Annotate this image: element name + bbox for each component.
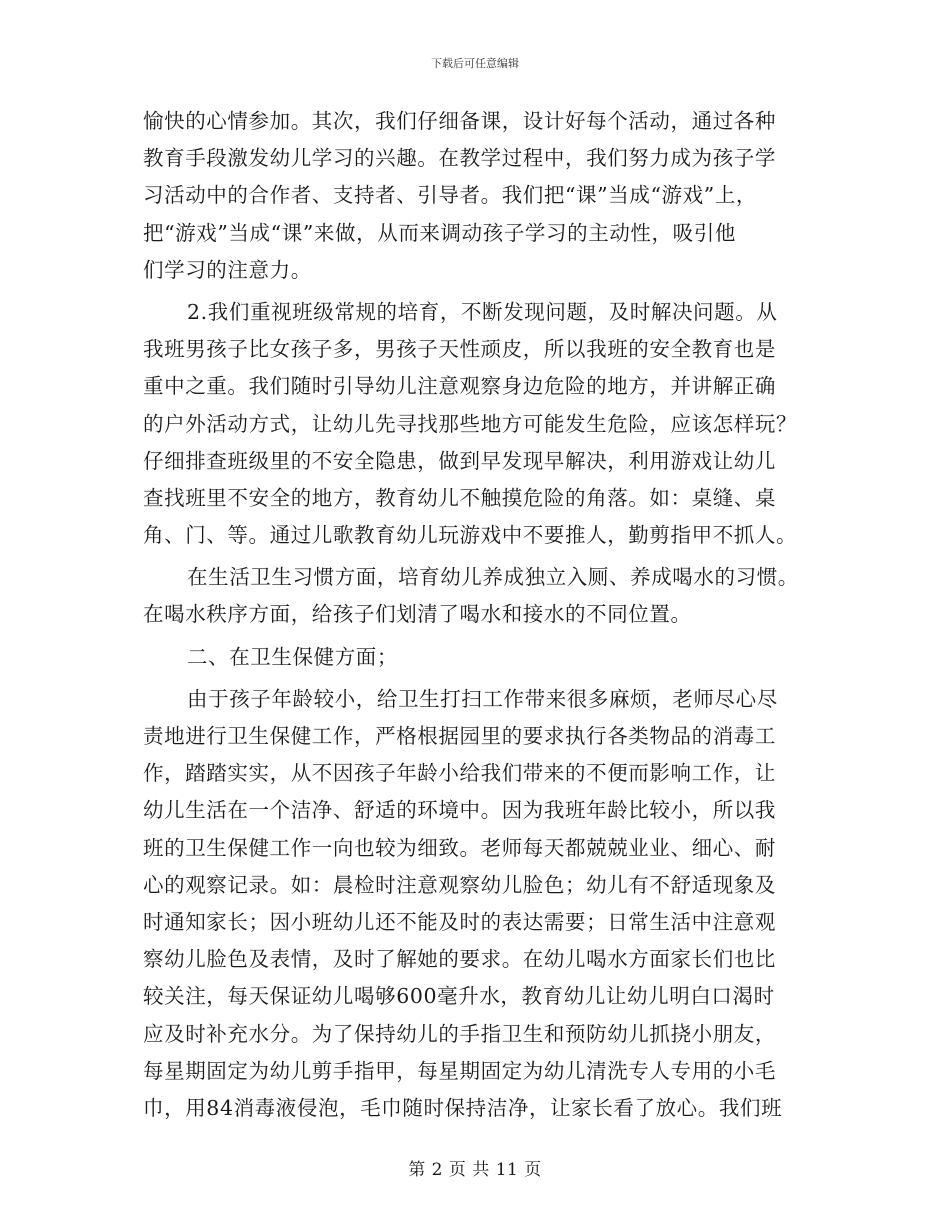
text-line: 愉快的心情参加。其次，我们仔细备课，设计好每个活动，通过各种 [143,109,776,133]
text-line: 巾，用84消毒液侵泡，毛巾随时保持洁净，让家长看了放心。我们班 [143,1095,783,1120]
text-line: 把“游戏”当成“课”来做，从而来调动孩子学习的主动性，吸引他 [143,220,736,245]
text-line: 较关注，每天保证幼儿喝够600毫升水，教育幼儿让幼儿明白口渴时 [143,984,775,1009]
text-line: 在喝水秩序方面，给孩子们划清了喝水和接水的不同位置。 [143,602,692,627]
text-line: 责地进行卫生保健工作，严格根据园里的要求执行各类物品的消毒工 [143,724,776,748]
text-line: 习活动中的合作者、支持者、引导者。我们把“课”当成“游戏”上， [143,183,758,208]
text-line: 应及时补充水分。为了保持幼儿的手指卫生和预防幼儿抓挠小朋友， [143,1021,776,1046]
text-line: 作，踏踏实实，从不因孩子年龄小给我们带来的不便而影响工作，让 [143,761,776,786]
text-line: 们学习的注意力。 [143,257,312,282]
text-line: 班的卫生保健工作一向也较为细致。老师每天都兢兢业业、细心、耐 [143,835,776,860]
document-body [143,103,807,1127]
paragraph-start-line: 由于孩子年龄较小，给卫生打扫工作带来很多麻烦，老师尽心尽 [187,686,778,711]
text-line: 的户外活动方式，让幼儿先寻找那些地方可能发生危险，应该怎样玩？ [143,411,798,436]
text-line: 角、门、等。通过儿歌教育幼儿玩游戏中不要推人，勤剪指甲不抓人。 [143,523,798,548]
text-line: 时通知家长；因小班幼儿还不能及时的表达需要；日常生活中注意观 [143,909,776,934]
text-line: 我班男孩子比女孩子多，男孩子天性顽皮，所以我班的安全教育也是 [143,337,776,362]
text-line: 仔细排查班级里的不安全隐患，做到早发现早解决，利用游戏让幼儿 [143,448,776,473]
text-line: 察幼儿脸色及表情，及时了解她的要求。在幼儿喝水方面家长们也比 [143,947,776,972]
text-line: 教育手段激发幼儿学习的兴趣。在教学过程中，我们努力成为孩子学 [143,146,776,171]
page-header: 下载后可任意编辑 [431,57,519,70]
text-line: 幼儿生活在一个洁净、舒适的环境中。因为我班年龄比较小，所以我 [143,798,776,823]
section-heading: 二、在卫生保健方面； [187,644,398,669]
text-line: 重中之重。我们随时引导幼儿注意观察身边危险的地方，并讲解正确 [143,374,776,399]
paragraph-start-line: 2.我们重视班级常规的培育，不断发现问题，及时解决问题。从 [187,299,778,324]
paragraph-start-line: 在生活卫生习惯方面，培育幼儿养成独立入厕、养成喝水的习惯。 [187,565,799,590]
text-line: 查找班里不安全的地方，教育幼儿不触摸危险的角落。如：桌缝、桌 [143,485,776,510]
text-line: 每星期固定为幼儿剪手指甲，每星期固定为幼儿清洗专人专用的小毛 [143,1058,776,1083]
text-line: 心的观察记录。如：晨检时注意观察幼儿脸色；幼儿有不舒适现象及 [143,872,776,897]
page-number-footer: 第 2 页 共 11 页 [408,1160,542,1180]
